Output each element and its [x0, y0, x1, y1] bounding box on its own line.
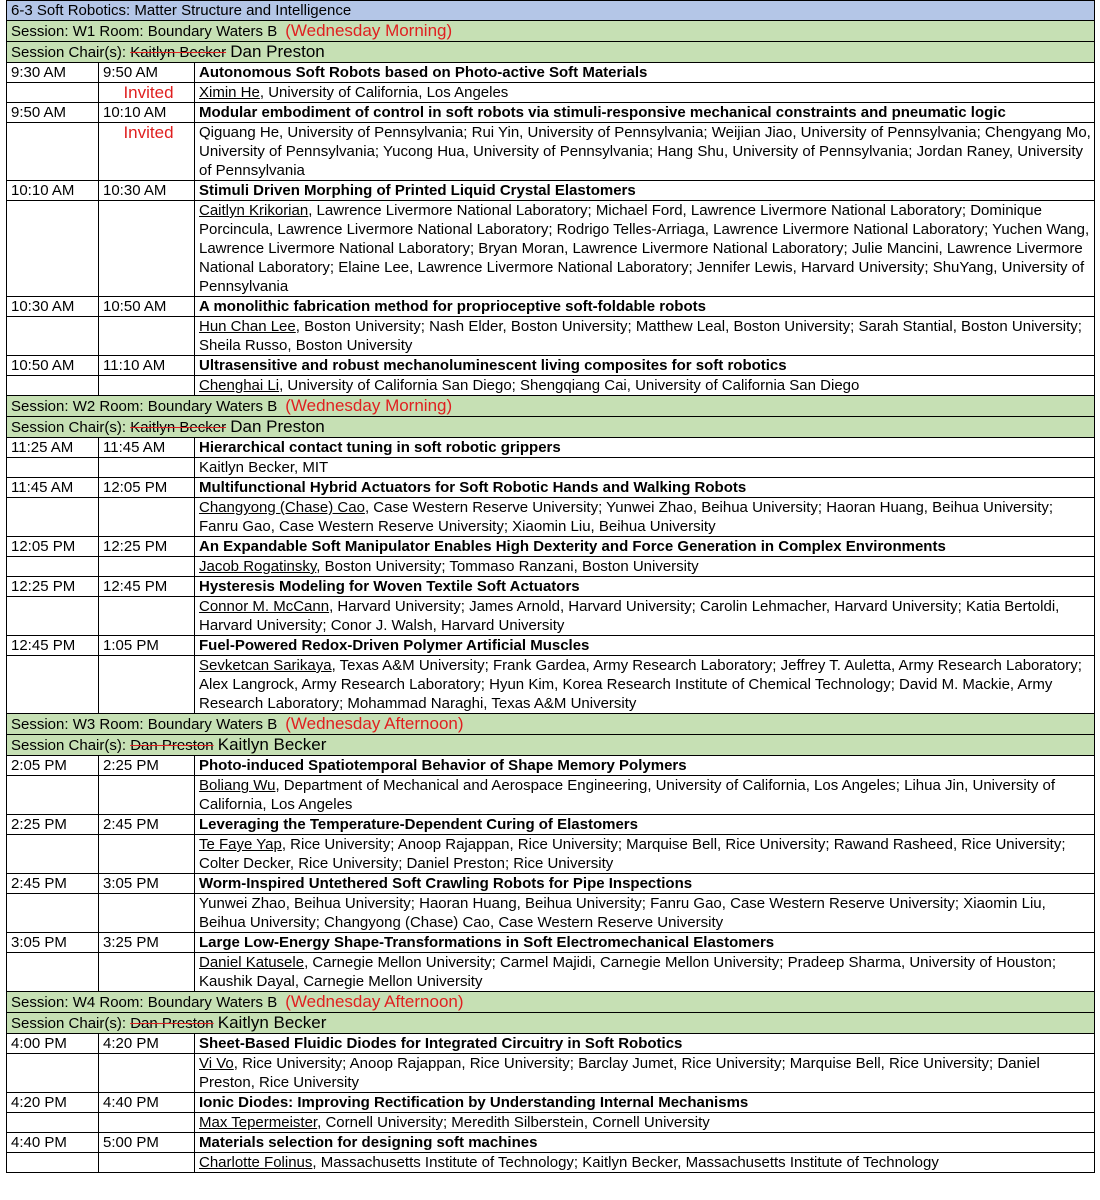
- talk-authors-row: [7, 557, 1095, 577]
- talk-authors-row: [7, 317, 1095, 356]
- talk-note-cell: [99, 83, 195, 103]
- talk-end-time: 1:05 PM: [99, 636, 195, 656]
- talk-start-time: 4:20 PM: [7, 1093, 99, 1113]
- empty-cell: [7, 835, 99, 874]
- talk-end-time: 2:25 PM: [99, 756, 195, 776]
- presenter-name: Connor M. McCann: [199, 598, 330, 615]
- chair-struck: Dan Preston: [130, 737, 214, 754]
- session-room: Session: W2 Room: Boundary Waters B: [11, 398, 278, 415]
- talk-start-time: 9:30 AM: [7, 63, 99, 83]
- talk-end-time: 11:10 AM: [99, 356, 195, 376]
- talk-title-row: [7, 815, 1095, 835]
- talk-authors: [195, 458, 1095, 478]
- chair-prefix: Session Chair(s):: [11, 419, 131, 436]
- talk-note-cell: [99, 498, 195, 537]
- empty-cell: [7, 498, 99, 537]
- talk-title-row: [7, 356, 1095, 376]
- talk-note-cell: [99, 1153, 195, 1173]
- talk-start-time: 11:45 AM: [7, 478, 99, 498]
- session-annotation: (Wednesday Afternoon): [285, 714, 464, 733]
- talk-authors-row: [7, 201, 1095, 297]
- talk-authors: [195, 835, 1095, 874]
- invited-note: Invited: [123, 83, 174, 102]
- talk-end-time: 4:40 PM: [99, 1093, 195, 1113]
- session-label: [7, 396, 1095, 417]
- talk-end-time: 10:50 AM: [99, 297, 195, 317]
- talk-authors-row: [7, 835, 1095, 874]
- talk-title: Hysteresis Modeling for Woven Textile Soft Actuators: [195, 577, 1095, 597]
- talk-start-time: 9:50 AM: [7, 103, 99, 123]
- talk-title: Autonomous Soft Robots based on Photo-active Soft Materials: [195, 63, 1095, 83]
- chair-new: Kaitlyn Becker: [217, 1013, 327, 1032]
- session-chair-row: [7, 1013, 1095, 1034]
- talk-authors-row: [7, 376, 1095, 396]
- empty-cell: [7, 376, 99, 396]
- author-list: , Harvard University; James Arnold, Harvard University; Carolin Lehmacher, Harvard University; Katia Bertoldi, Harvard University; Conor J. Walsh, Harvard University: [199, 598, 1060, 634]
- talk-end-time: 12:45 PM: [99, 577, 195, 597]
- talk-title: Fuel-Powered Redox-Driven Polymer Artificial Muscles: [195, 636, 1095, 656]
- talk-note-cell: [99, 597, 195, 636]
- talk-title: Sheet-Based Fluidic Diodes for Integrated Circuitry in Soft Robotics: [195, 1034, 1095, 1054]
- author-list: , Case Western Reserve University; Yunwei Zhao, Beihua University; Haoran Huang, Beihua University; Fanru Gao, Case Western Reserve University; Xiaomin Liu, Beihua University: [199, 499, 1054, 535]
- talk-note-cell: [99, 835, 195, 874]
- session-row: [7, 992, 1095, 1013]
- empty-cell: [7, 458, 99, 478]
- talk-authors-row: [7, 458, 1095, 478]
- talk-title: Worm-Inspired Untethered Soft Crawling Robots for Pipe Inspections: [195, 874, 1095, 894]
- author-list: , University of California San Diego; Shengqiang Cai, University of California San Diego: [279, 377, 860, 394]
- talk-authors-row: [7, 1054, 1095, 1093]
- chair-new: Dan Preston: [230, 417, 325, 436]
- talk-start-time: 10:50 AM: [7, 356, 99, 376]
- author-list: , Texas A&M University; Frank Gardea, Army Research Laboratory; Jeffrey T. Auletta, Army Research Laboratory; Alex Langrock, Army Research Laboratory; Hyun Kim, Korea Research Institute of Chemical Technology; David M. Mackie, Army Research Laboratory; Mohammad Naraghi, Texas A&M University: [199, 657, 1082, 712]
- session-chair: [7, 42, 1095, 63]
- talk-start-time: 12:05 PM: [7, 537, 99, 557]
- talk-title-row: [7, 103, 1095, 123]
- session-label: [7, 714, 1095, 735]
- talk-authors-row: [7, 1153, 1095, 1173]
- chair-new: Dan Preston: [230, 42, 325, 61]
- talk-authors-row: [7, 776, 1095, 815]
- presenter-name: Charlotte Folinus: [199, 1154, 313, 1171]
- author-list: Kaitlyn Becker, MIT: [199, 459, 329, 476]
- talk-start-time: 12:25 PM: [7, 577, 99, 597]
- talk-authors: [195, 317, 1095, 356]
- talk-title: Large Low-Energy Shape-Transformations in Soft Electromechanical Elastomers: [195, 933, 1095, 953]
- talk-title-row: [7, 933, 1095, 953]
- session-annotation: (Wednesday Afternoon): [285, 992, 464, 1011]
- talk-start-time: 11:25 AM: [7, 438, 99, 458]
- talk-note-cell: [99, 458, 195, 478]
- talk-note-cell: [99, 557, 195, 577]
- talk-title-row: [7, 1034, 1095, 1054]
- talk-start-time: 10:10 AM: [7, 181, 99, 201]
- talk-title-row: [7, 874, 1095, 894]
- talk-title-row: [7, 537, 1095, 557]
- presenter-name: Daniel Katusele: [199, 954, 305, 971]
- author-list: , Boston University; Nash Elder, Boston University; Matthew Leal, Boston University; Sarah Stantial, Boston University; Sheila Russo, Boston University: [199, 318, 1082, 354]
- talk-title: Modular embodiment of control in soft robots via stimuli-responsive mechanical constraints and pneumatic logic: [195, 103, 1095, 123]
- author-list: , Carnegie Mellon University; Carmel Majidi, Carnegie Mellon University; Pradeep Sharma, University of Houston; Kaushik Dayal, Carnegie Mellon University: [199, 954, 1057, 990]
- empty-cell: [7, 953, 99, 992]
- talk-title: An Expandable Soft Manipulator Enables High Dexterity and Force Generation in Complex Environments: [195, 537, 1095, 557]
- talk-note-cell: [99, 123, 195, 181]
- talk-end-time: 5:00 PM: [99, 1133, 195, 1153]
- talk-authors: [195, 376, 1095, 396]
- chair-struck: Kaitlyn Becker: [130, 44, 227, 61]
- talk-authors: [195, 83, 1095, 103]
- author-list: , Rice University; Anoop Rajappan, Rice University; Barclay Jumet, Rice University; Marquise Bell, Rice University; Daniel Preston, Rice University: [199, 1055, 1040, 1091]
- talk-note-cell: [99, 317, 195, 356]
- talk-end-time: 2:45 PM: [99, 815, 195, 835]
- talk-end-time: 10:30 AM: [99, 181, 195, 201]
- talk-authors: [195, 1113, 1095, 1133]
- talk-authors-row: [7, 1113, 1095, 1133]
- empty-cell: [7, 557, 99, 577]
- presenter-name: Caitlyn Krikorian: [199, 202, 309, 219]
- presenter-name: Jacob Rogatinsky: [199, 558, 317, 575]
- talk-authors: [195, 656, 1095, 714]
- presenter-name: Vi Vo: [199, 1055, 234, 1072]
- talk-title-row: [7, 1133, 1095, 1153]
- talk-authors: [195, 1054, 1095, 1093]
- session-row: [7, 714, 1095, 735]
- talk-start-time: 4:40 PM: [7, 1133, 99, 1153]
- talk-title: Ultrasensitive and robust mechanoluminescent living composites for soft robotics: [195, 356, 1095, 376]
- invited-note: Invited: [123, 123, 174, 142]
- empty-cell: [7, 83, 99, 103]
- talk-authors: [195, 776, 1095, 815]
- talk-title: Materials selection for designing soft machines: [195, 1133, 1095, 1153]
- presenter-name: Hun Chan Lee: [199, 318, 296, 335]
- talk-authors: [195, 894, 1095, 933]
- talk-note-cell: [99, 953, 195, 992]
- talk-start-time: 3:05 PM: [7, 933, 99, 953]
- session-annotation: (Wednesday Morning): [285, 21, 453, 40]
- presenter-name: Te Faye Yap: [199, 836, 282, 853]
- author-list: , Boston University; Tommaso Ranzani, Boston University: [316, 558, 699, 575]
- session-chair: [7, 417, 1095, 438]
- presenter-name: Sevketcan Sarikaya: [199, 657, 332, 674]
- talk-authors-row: [7, 953, 1095, 992]
- presenter-name: Boliang Wu: [199, 777, 276, 794]
- talk-authors-row: [7, 83, 1095, 103]
- talk-end-time: 4:20 PM: [99, 1034, 195, 1054]
- empty-cell: [7, 1113, 99, 1133]
- presenter-name: Ximin He: [199, 84, 260, 101]
- talk-start-time: 12:45 PM: [7, 636, 99, 656]
- talk-end-time: 12:05 PM: [99, 478, 195, 498]
- talk-end-time: 12:25 PM: [99, 537, 195, 557]
- session-row: [7, 396, 1095, 417]
- talk-authors: [195, 201, 1095, 297]
- session-chair-row: [7, 417, 1095, 438]
- track-title: 6-3 Soft Robotics: Matter Structure and Intelligence: [7, 1, 1095, 21]
- talk-end-time: 3:05 PM: [99, 874, 195, 894]
- presenter-name: Changyong (Chase) Cao: [199, 499, 365, 516]
- session-room: Session: W1 Room: Boundary Waters B: [11, 23, 278, 40]
- talk-authors: [195, 498, 1095, 537]
- talk-title-row: [7, 636, 1095, 656]
- talk-authors: [195, 953, 1095, 992]
- author-list: , Cornell University; Meredith Silberstein, Cornell University: [317, 1114, 710, 1131]
- talk-title: Leveraging the Temperature-Dependent Curing of Elastomers: [195, 815, 1095, 835]
- talk-note-cell: [99, 1054, 195, 1093]
- author-list: Yunwei Zhao, Beihua University; Haoran Huang, Beihua University; Fanru Gao, Case Western Reserve University; Xiaomin Liu, Beihua University; Changyong (Chase) Cao, Case Western Reserve University: [199, 895, 1046, 931]
- schedule-table: [6, 0, 1095, 1173]
- talk-title-row: [7, 181, 1095, 201]
- talk-authors-row: [7, 656, 1095, 714]
- chair-struck: Kaitlyn Becker: [130, 419, 227, 436]
- talk-end-time: 10:10 AM: [99, 103, 195, 123]
- talk-authors: [195, 557, 1095, 577]
- talk-authors-row: [7, 498, 1095, 537]
- talk-note-cell: [99, 894, 195, 933]
- talk-note-cell: [99, 656, 195, 714]
- chair-prefix: Session Chair(s):: [11, 737, 131, 754]
- empty-cell: [7, 597, 99, 636]
- talk-note-cell: [99, 776, 195, 815]
- track-header-row: [7, 1, 1095, 21]
- author-list: , Rice University; Anoop Rajappan, Rice University; Marquise Bell, Rice University; Rawand Rasheed, Rice University; Colter Decker, Rice University; Daniel Preston; Rice University: [199, 836, 1066, 872]
- talk-note-cell: [99, 201, 195, 297]
- talk-title: Hierarchical contact tuning in soft robotic grippers: [195, 438, 1095, 458]
- empty-cell: [7, 656, 99, 714]
- talk-title-row: [7, 756, 1095, 776]
- talk-authors-row: [7, 597, 1095, 636]
- chair-new: Kaitlyn Becker: [217, 735, 327, 754]
- talk-title-row: [7, 297, 1095, 317]
- session-room: Session: W4 Room: Boundary Waters B: [11, 994, 278, 1011]
- talk-title-row: [7, 478, 1095, 498]
- session-chair: [7, 735, 1095, 756]
- talk-authors: [195, 1153, 1095, 1173]
- talk-start-time: 10:30 AM: [7, 297, 99, 317]
- empty-cell: [7, 317, 99, 356]
- talk-start-time: 2:05 PM: [7, 756, 99, 776]
- author-list: Qiguang He, University of Pennsylvania; Rui Yin, University of Pennsylvania; Weijian Jiao, University of Pennsylvania; Chengyang Mo, University of Pennsylvania; Yucong Hua, University of Pennsylvania; Hang Shu, University of Pennsylvania; Jordan Raney, University of Pennsylvania: [199, 124, 1091, 179]
- author-list: , Lawrence Livermore National Laboratory; Michael Ford, Lawrence Livermore National Laboratory; Dominique Porcincula, Lawrence Livermore National Laboratory; Rodrigo Telles-Arriaga, Lawrence Livermore National Laboratory; Yuchen Wang, Lawrence Livermore National Laboratory; Bryan Moran, Lawrence Livermore National Laboratory; Julie Mancini, Lawrence Livermore National Laboratory; Elaine Lee, Lawrence Livermore National Laboratory; Jennifer Lewis, Harvard University; ShuYang, University of Pennsylvania: [199, 202, 1090, 295]
- empty-cell: [7, 123, 99, 181]
- talk-authors: [195, 123, 1095, 181]
- empty-cell: [7, 1153, 99, 1173]
- talk-note-cell: [99, 1113, 195, 1133]
- talk-start-time: 2:25 PM: [7, 815, 99, 835]
- author-list: , University of California, Los Angeles: [259, 84, 509, 101]
- talk-authors-row: [7, 123, 1095, 181]
- talk-title-row: [7, 1093, 1095, 1113]
- author-list: , Massachusetts Institute of Technology; Kaitlyn Becker, Massachusetts Institute of Technology: [312, 1154, 939, 1171]
- empty-cell: [7, 776, 99, 815]
- session-chair-row: [7, 735, 1095, 756]
- session-label: [7, 992, 1095, 1013]
- empty-cell: [7, 1054, 99, 1093]
- session-chair-row: [7, 42, 1095, 63]
- talk-end-time: 3:25 PM: [99, 933, 195, 953]
- author-list: , Department of Mechanical and Aerospace Engineering, University of California, Los Angeles; Lihua Jin, University of California, Los Angeles: [199, 777, 1056, 813]
- talk-title: Stimuli Driven Morphing of Printed Liquid Crystal Elastomers: [195, 181, 1095, 201]
- chair-prefix: Session Chair(s):: [11, 44, 131, 61]
- session-label: [7, 21, 1095, 42]
- presenter-name: Max Tepermeister: [199, 1114, 318, 1131]
- session-chair: [7, 1013, 1095, 1034]
- talk-title: Ionic Diodes: Improving Rectification by Understanding Internal Mechanisms: [195, 1093, 1095, 1113]
- talk-end-time: 9:50 AM: [99, 63, 195, 83]
- empty-cell: [7, 894, 99, 933]
- talk-title: A monolithic fabrication method for proprioceptive soft-foldable robots: [195, 297, 1095, 317]
- session-annotation: (Wednesday Morning): [285, 396, 453, 415]
- session-row: [7, 21, 1095, 42]
- talk-title: Photo-induced Spatiotemporal Behavior of Shape Memory Polymers: [195, 756, 1095, 776]
- talk-authors: [195, 597, 1095, 636]
- presenter-name: Chenghai Li: [199, 377, 280, 394]
- talk-title-row: [7, 438, 1095, 458]
- talk-title: Multifunctional Hybrid Actuators for Soft Robotic Hands and Walking Robots: [195, 478, 1095, 498]
- empty-cell: [7, 201, 99, 297]
- chair-prefix: Session Chair(s):: [11, 1015, 131, 1032]
- talk-title-row: [7, 63, 1095, 83]
- talk-start-time: 4:00 PM: [7, 1034, 99, 1054]
- talk-start-time: 2:45 PM: [7, 874, 99, 894]
- talk-authors-row: [7, 894, 1095, 933]
- talk-end-time: 11:45 AM: [99, 438, 195, 458]
- session-room: Session: W3 Room: Boundary Waters B: [11, 716, 278, 733]
- talk-title-row: [7, 577, 1095, 597]
- chair-struck: Dan Preston: [130, 1015, 214, 1032]
- talk-note-cell: [99, 376, 195, 396]
